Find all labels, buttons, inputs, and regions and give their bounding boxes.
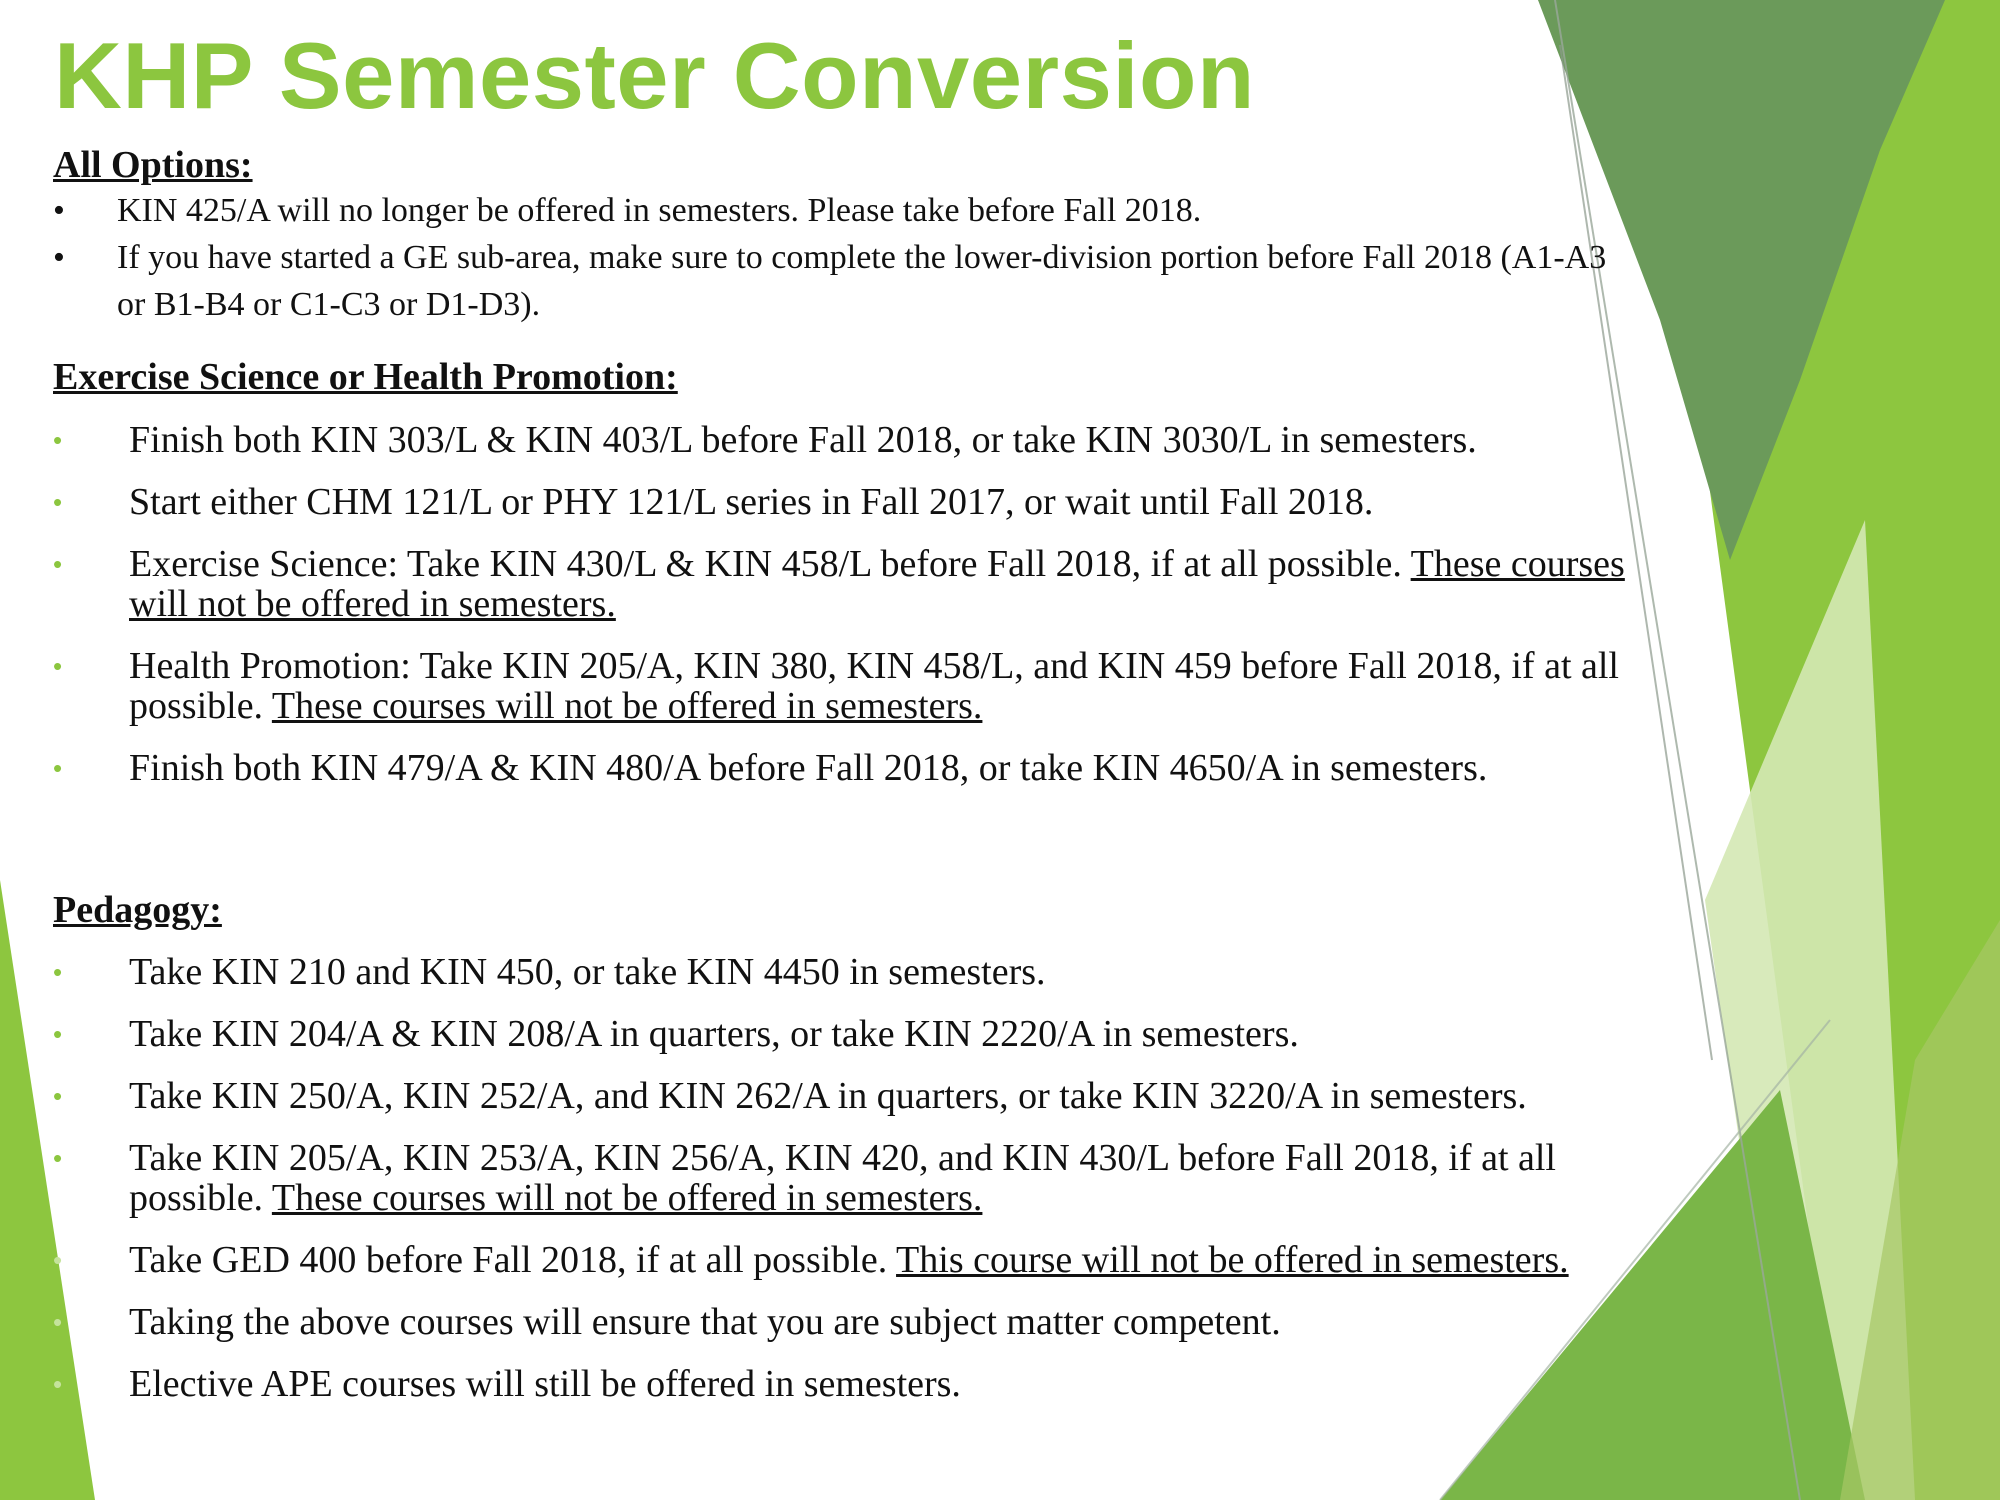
bullet-dot: • bbox=[53, 1307, 63, 1337]
list-item-underlined-text: This course will not be offered in semesters. bbox=[896, 1239, 1569, 1281]
list-item bbox=[53, 187, 1613, 234]
list-item bbox=[53, 234, 1613, 328]
bullet-dot: • bbox=[53, 487, 63, 517]
page-title: KHP Semester Conversion bbox=[54, 23, 1255, 128]
bullet-dot: • bbox=[53, 239, 65, 276]
list-item-text: KIN 425/A will no longer be offered in semesters. Please take before Fall 2018. bbox=[117, 192, 1202, 229]
pedagogy-list bbox=[53, 952, 1653, 1426]
list-item bbox=[53, 646, 1653, 726]
bullet-dot: • bbox=[53, 753, 63, 783]
list-item bbox=[53, 1364, 1653, 1404]
exercise-health-list bbox=[53, 420, 1653, 810]
bullet-dot: • bbox=[53, 549, 63, 579]
list-item-text: Start either CHM 121/L or PHY 121/L series in Fall 2017, or wait until Fall 2018. bbox=[129, 481, 1374, 523]
section-heading-pedagogy: Pedagogy: bbox=[53, 889, 222, 931]
list-item bbox=[53, 1138, 1653, 1218]
list-item-text: Take KIN 205/A, KIN 253/A, KIN 256/A, KIN 420, and KIN 430/L before Fall 2018, if at all possible. bbox=[129, 1137, 1556, 1219]
list-item-text: Exercise Science: Take KIN 430/L & KIN 458/L before Fall 2018, if at all possible. bbox=[129, 543, 1411, 585]
bullet-dot: • bbox=[53, 425, 63, 455]
list-item bbox=[53, 420, 1653, 460]
section-heading-exercise-health: Exercise Science or Health Promotion: bbox=[53, 356, 678, 398]
list-item-underlined-text: These courses will not be offered in semesters. bbox=[271, 685, 983, 727]
bullet-dot: • bbox=[53, 651, 63, 681]
bullet-dot: • bbox=[53, 1143, 63, 1173]
bullet-dot: • bbox=[53, 1369, 63, 1399]
list-item-text: Take KIN 250/A, KIN 252/A, and KIN 262/A in quarters, or take KIN 3220/A in semesters. bbox=[129, 1075, 1527, 1117]
list-item-underlined-text: These courses will not be offered in semesters. bbox=[129, 543, 1625, 625]
list-item-text: Health Promotion: Take KIN 205/A, KIN 380, KIN 458/L, and KIN 459 before Fall 2018, if at all possible. bbox=[129, 645, 1619, 727]
list-item-text: Take KIN 210 and KIN 450, or take KIN 4450 in semesters. bbox=[129, 951, 1046, 993]
bullet-dot: • bbox=[53, 1019, 63, 1049]
list-item bbox=[53, 1076, 1653, 1116]
list-item-text: Finish both KIN 479/A & KIN 480/A before Fall 2018, or take KIN 4650/A in semesters. bbox=[129, 747, 1488, 789]
list-item-text: Take KIN 204/A & KIN 208/A in quarters, or take KIN 2220/A in semesters. bbox=[129, 1013, 1299, 1055]
list-item bbox=[53, 544, 1653, 624]
list-item bbox=[53, 952, 1653, 992]
list-item-text: Taking the above courses will ensure that you are subject matter competent. bbox=[129, 1301, 1281, 1343]
all-options-list bbox=[53, 187, 1613, 328]
bullet-dot: • bbox=[53, 957, 63, 987]
list-item-underlined-text: These courses will not be offered in semesters. bbox=[271, 1177, 983, 1219]
list-item bbox=[53, 482, 1653, 522]
bullet-dot: • bbox=[53, 1245, 63, 1275]
section-heading-all-options: All Options: bbox=[53, 144, 253, 186]
list-item-text: Take GED 400 before Fall 2018, if at all possible. bbox=[129, 1239, 897, 1281]
bullet-dot: • bbox=[53, 192, 65, 229]
bullet-dot: • bbox=[53, 1081, 63, 1111]
list-item-text: Elective APE courses will still be offered in semesters. bbox=[129, 1363, 961, 1405]
list-item-text: If you have started a GE sub-area, make sure to complete the lower-division portion before Fall 2018 (A1-A3 or B1-B4 or C1-C3 or D1-D3). bbox=[117, 239, 1607, 323]
list-item bbox=[53, 1302, 1653, 1342]
list-item-text: Finish both KIN 303/L & KIN 403/L before Fall 2018, or take KIN 3030/L in semesters. bbox=[129, 419, 1477, 461]
list-item bbox=[53, 748, 1653, 788]
list-item bbox=[53, 1240, 1653, 1280]
list-item bbox=[53, 1014, 1653, 1054]
